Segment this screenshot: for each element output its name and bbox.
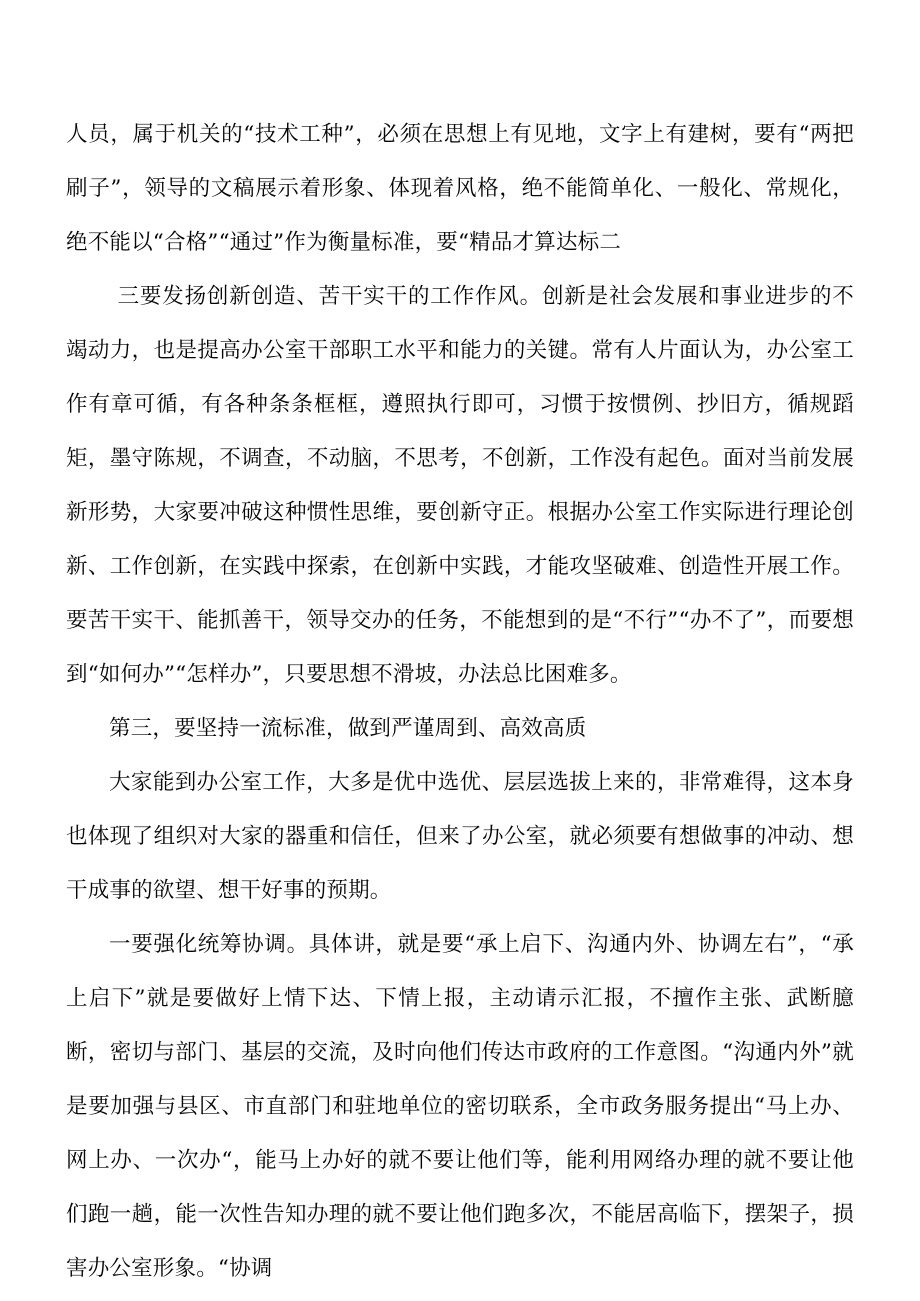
document-body	[66, 108, 854, 1296]
paragraph: 人员，属于机关的“技术工种”，必须在思想上有见地，文字上有建树，要有“两把刷子”，领导的文稿展示着形象、体现着风格，绝不能简单化、一般化、常规化，绝不能以“合格”“通过”作为衡量标准，要“精品才算达标二	[66, 122, 854, 255]
paragraph: 第三，要坚持一流标准，做到严谨周到、高效高质	[109, 716, 587, 741]
paragraph: 三要发扬创新创造、苦干实干的工作作风。创新是社会发展和事业进步的不竭动力，也是提高办公室干部职工水平和能力的关键。常有人片面认为，办公室工作有章可循，有各种条条框框，遵照执行即可，习惯于按惯例、抄旧方，循规蹈矩，墨守陈规，不调查，不动脑，不思考，不创新，工作没有起色。面对当前发展新形势，大家要冲破这种惯性思维，要创新守正。根据办公室工作实际进行理论创新、工作创新，在实践中探索，在创新中实践，才能攻坚破难、创造性开展工作。要苦干实干、能抓善干，领导交办的任务，不能想到的是“不行”“办不了”，而要想到“如何办”“怎样办”，只要思想不滑坡，办法总比困难多。	[66, 284, 854, 687]
paragraph: 大家能到办公室工作，大多是优中选优、层层选拔上来的，非常难得，这本身也体现了组织对大家的器重和信任，但来了办公室，就必须要有想做事的冲动、想干成事的欲望、想干好事的预期。	[66, 770, 854, 903]
paragraph: 一要强化统筹协调。具体讲，就是要“承上启下、沟通内外、协调左右”，“承上启下”就是要做好上情下达、下情上报，主动请示汇报，不擅作主张、武断臆断，密切与部门、基层的交流，及时向他们传达市政府的工作意图。“沟通内外”就是要加强与县区、市直部门和驻地单位的密切联系，全市政务服务提出“马上办、网上办、一次办“，能马上办好的就不要让他们等，能利用网络办理的就不要让他们跑一趟，能一次性告知办理的就不要让他们跑多次，不能居高临下，摆架子，损害办公室形象。“协调	[66, 932, 854, 1281]
